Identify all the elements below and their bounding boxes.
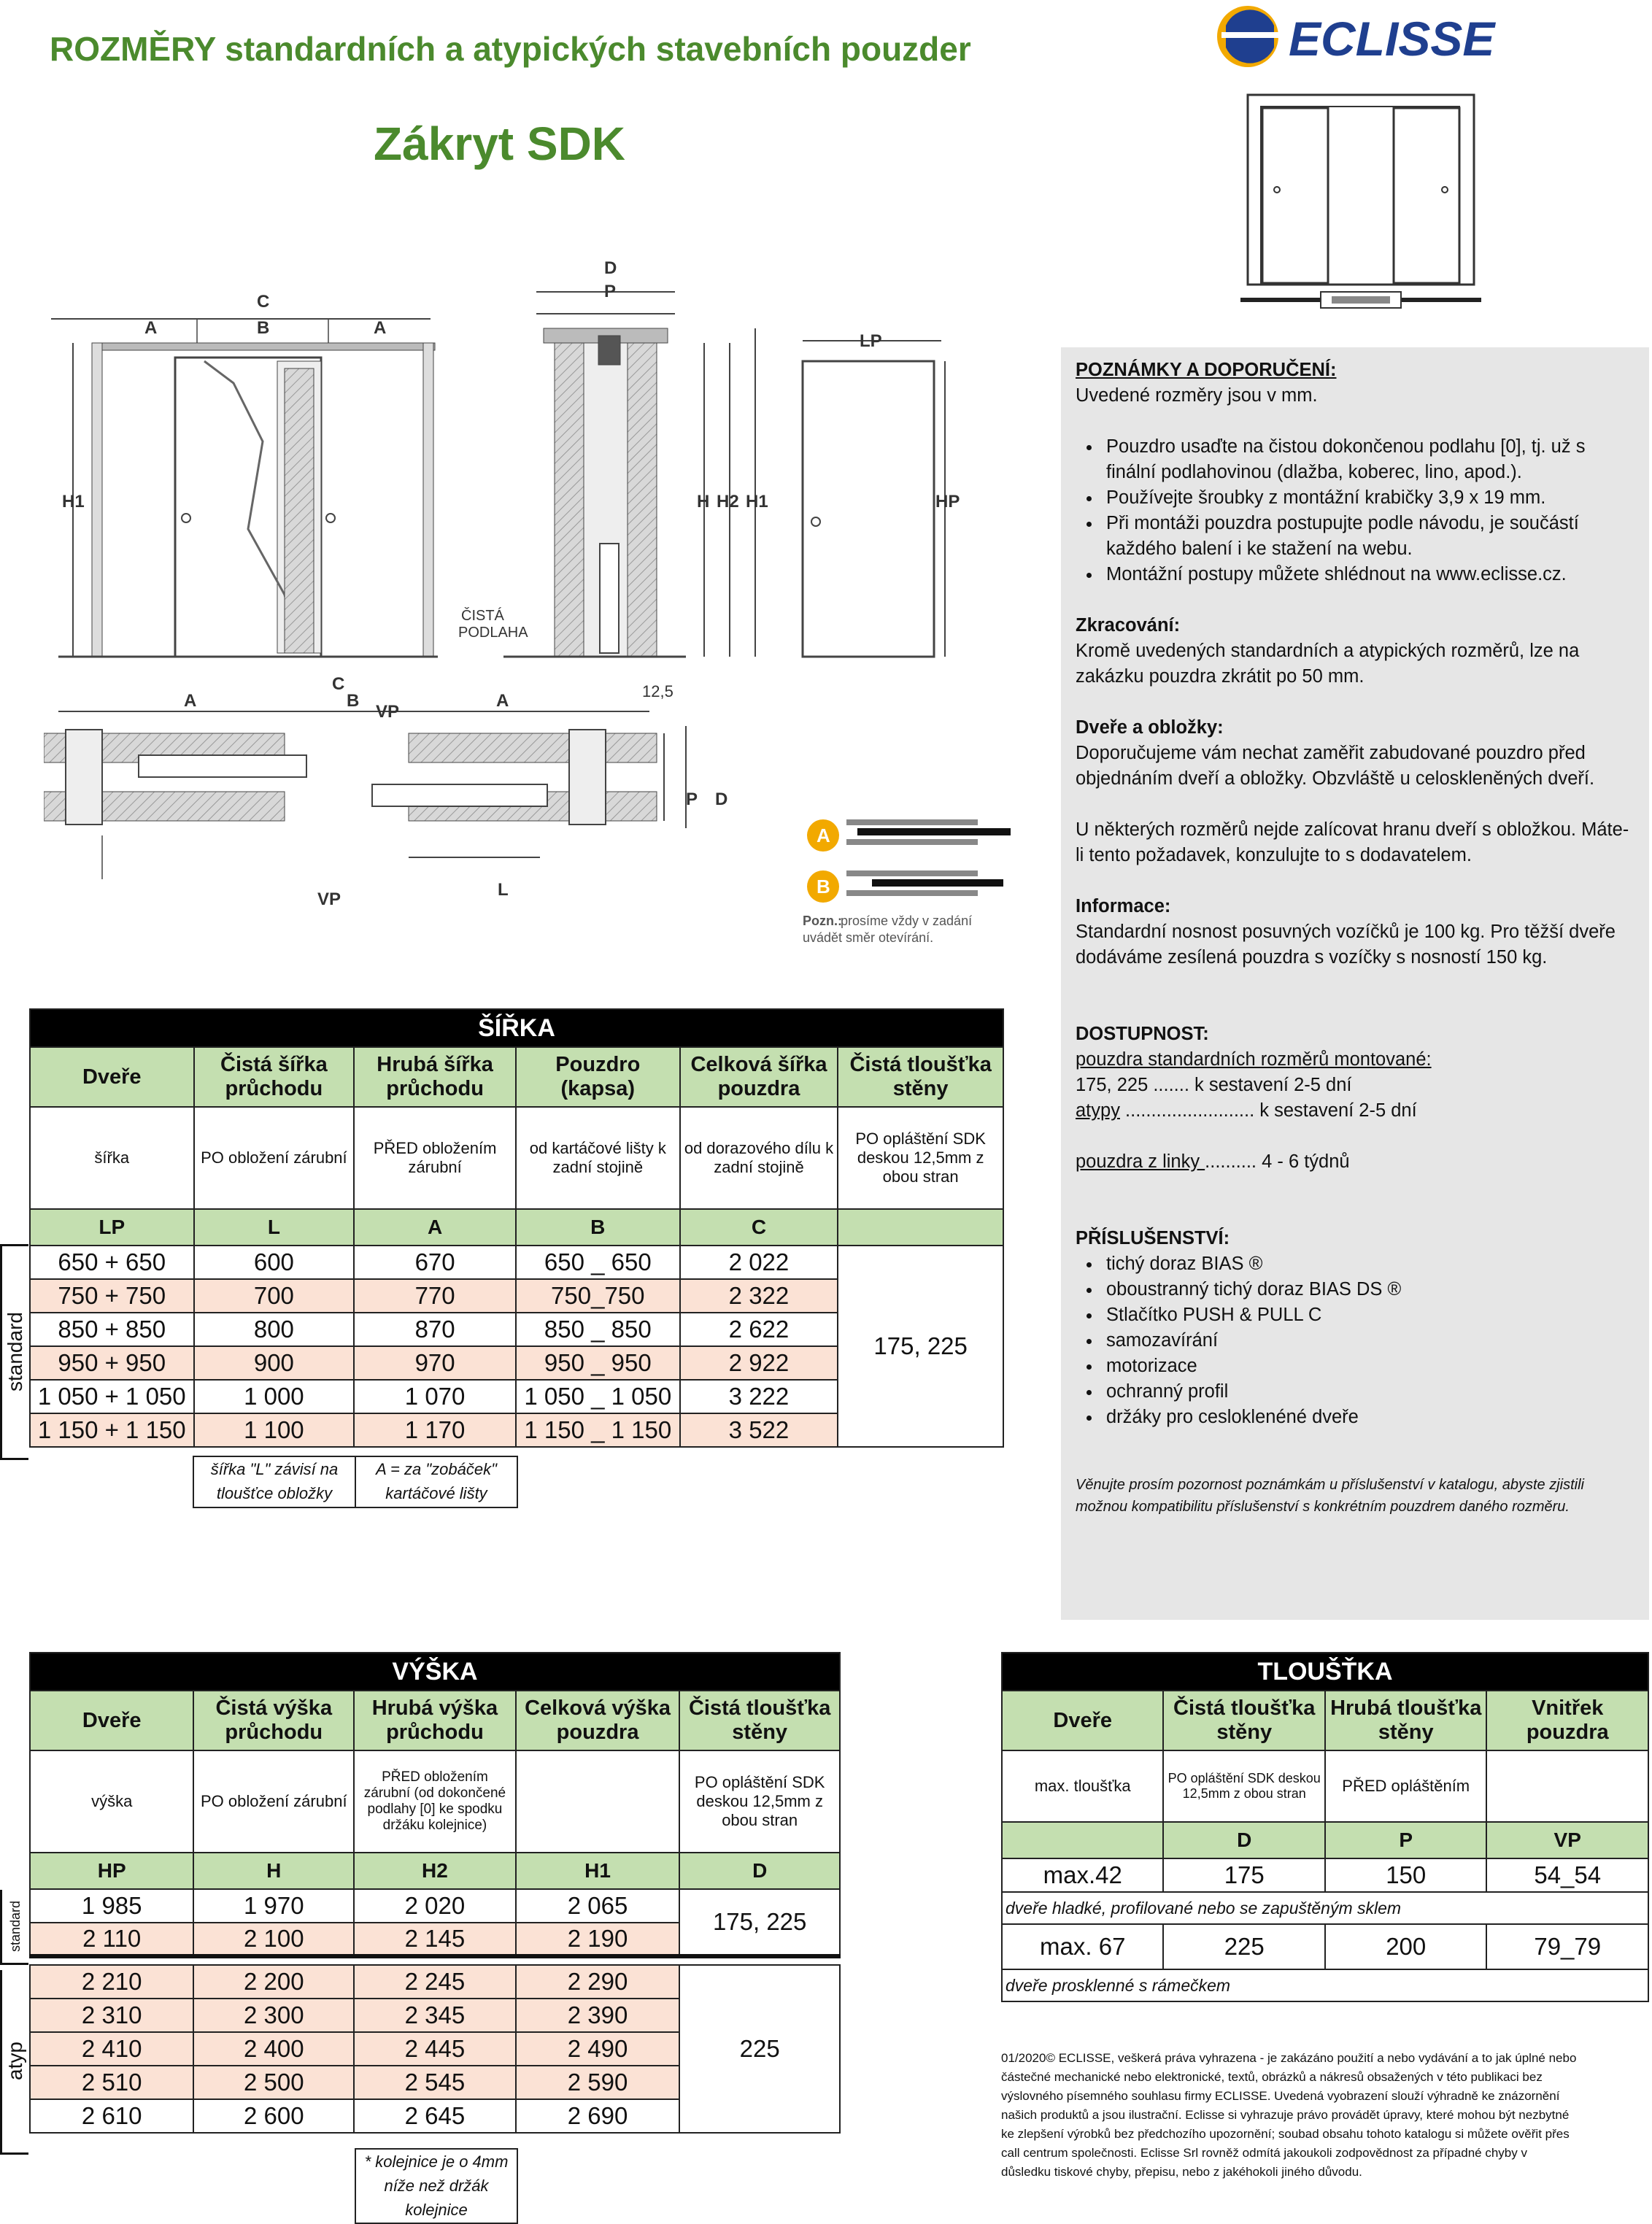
- direction-legend: [807, 819, 1011, 903]
- thickness-key: P: [1325, 1822, 1487, 1858]
- height-cell: 1 970: [193, 1889, 354, 1923]
- label-section-h2: H2: [717, 492, 739, 511]
- thickness-cell: max. 67: [1002, 1924, 1163, 1969]
- thickness-key: [1002, 1822, 1163, 1858]
- label-plan-12-5: 12,5: [642, 682, 673, 700]
- width-cell: 700: [194, 1279, 355, 1313]
- height-key: HP: [30, 1853, 193, 1889]
- height-header: Dveře: [30, 1691, 193, 1750]
- height-desc: PO opláštění SDK deskou 12,5mm z obou stran: [679, 1750, 840, 1853]
- shortening-heading: Zkracování:: [1076, 615, 1181, 636]
- thickness-desc: PŘED opláštěním: [1325, 1750, 1487, 1822]
- label-front-c: C: [257, 292, 270, 312]
- width-wall-value: 175, 225: [838, 1246, 1003, 1447]
- height-standard-label: standard: [0, 1890, 28, 1965]
- front-view: [51, 319, 438, 657]
- avail-heading: DOSTUPNOST:: [1076, 1024, 1209, 1044]
- height-cell: 2 345: [354, 1999, 516, 2032]
- width-header: Pouzdro (kapsa): [516, 1047, 680, 1107]
- info-text: Standardní nosnost posuvných vozíčků je 100 kg. Pro těžší dveře dodáváme zesílená pouzdra s vozíčky s nosností 150 kg.: [1076, 922, 1616, 968]
- table-row: [30, 1965, 840, 1999]
- avail-line-2: [1076, 1098, 1634, 1124]
- acc-list: [1076, 1251, 1634, 1430]
- pozn-bold: Pozn.:: [803, 914, 842, 928]
- height-cell: 2 545: [354, 2066, 516, 2099]
- width-cell: 600: [194, 1246, 355, 1279]
- width-header: Hrubá šířka průchodu: [354, 1047, 516, 1107]
- width-desc: od kartáčové lišty k zadní stojině: [516, 1107, 680, 1209]
- avail-line-1: 175, 225 ....... k sestavení 2-5 dní: [1076, 1075, 1352, 1095]
- thickness-header: Hrubá tloušťka stěny: [1325, 1691, 1487, 1750]
- width-cell: 3 522: [680, 1413, 838, 1447]
- plan-view: [44, 711, 686, 879]
- label-plan-a-right: A: [496, 691, 509, 711]
- table-row: [1002, 1924, 1648, 1969]
- width-cell: 1 100: [194, 1413, 355, 1447]
- height-cell: 2 510: [30, 2066, 193, 2099]
- height-desc: výška: [30, 1750, 193, 1853]
- height-desc: PŘED obložením zárubní (od dokončené podlahy [0] ke spodku držáku kolejnice): [354, 1750, 516, 1853]
- acc-item: • motorizace: [1102, 1354, 1634, 1379]
- width-cell: 3 222: [680, 1380, 838, 1413]
- badge-a: A: [817, 825, 830, 846]
- label-section-h: H: [697, 492, 710, 511]
- height-key: H: [193, 1853, 354, 1889]
- height-cell: 2 400: [193, 2032, 354, 2066]
- notes-units: Uvedené rozměry jsou v mm.: [1076, 385, 1318, 406]
- width-cell: 1 000: [194, 1380, 355, 1413]
- height-key: D: [679, 1853, 840, 1889]
- notes-list: [1076, 434, 1634, 587]
- height-cell: 1 985: [30, 1889, 193, 1923]
- label-front-a-left: A: [144, 318, 158, 338]
- height-header: Čistá tloušťka stěny: [679, 1691, 840, 1750]
- height-cell: 2 690: [516, 2099, 680, 2133]
- width-header: Celková šířka pouzdra: [680, 1047, 838, 1107]
- width-desc: PO opláštění SDK deskou 12,5mm z obou stran: [838, 1107, 1003, 1209]
- height-cell: 2 300: [193, 1999, 354, 2032]
- notes-heading: POZNÁMKY A DOPORUČENÍ:: [1076, 360, 1337, 380]
- width-header: Dveře: [30, 1047, 194, 1107]
- width-title: ŠÍŘKA: [30, 1009, 1003, 1047]
- height-std-wall: 175, 225: [679, 1889, 840, 1956]
- label-section-p: P: [604, 282, 617, 301]
- technical-drawing: [44, 252, 1051, 952]
- height-cell: 2 500: [193, 2066, 354, 2099]
- eclisse-logo: [1211, 0, 1532, 73]
- label-plan-vp-top: VP: [376, 702, 400, 722]
- label-floor-2: PODLAHA: [458, 625, 528, 641]
- width-cell: 650 _ 650: [516, 1246, 680, 1279]
- shortening-text: Kromě uvedených standardních a atypických rozměrů, lze na zakázku pouzdra zkrátit po 50 mm.: [1076, 641, 1580, 687]
- label-plan-l: L: [498, 880, 509, 900]
- thickness-header: Dveře: [1002, 1691, 1163, 1750]
- height-desc: [516, 1750, 680, 1853]
- width-desc: PŘED obložením zárubní: [354, 1107, 516, 1209]
- acc-item: • oboustranný tichý doraz BIAS DS ®: [1102, 1277, 1634, 1302]
- avail-atyp-label: atypy: [1076, 1100, 1120, 1121]
- thickness-cell: 150: [1325, 1858, 1487, 1892]
- height-cell: 2 210: [30, 1965, 193, 1999]
- width-key: B: [516, 1209, 680, 1246]
- thickness-cell: 225: [1163, 1924, 1325, 1969]
- notes-bullet: • Používejte šroubky z montážní krabičky 3,9 x 19 mm.: [1102, 485, 1634, 511]
- height-header: Čistá výška průchodu: [193, 1691, 354, 1750]
- doors-text-2: U některých rozměrů nejde zalícovat hranu dveří s obložkou. Máte-li tento požadavek, konzulujte to s dodavatelem.: [1076, 819, 1629, 865]
- pozn-line-1: prosíme vždy v zadání: [841, 914, 973, 928]
- thickness-key: VP: [1486, 1822, 1648, 1858]
- acc-item: • samozavírání: [1102, 1328, 1634, 1354]
- height-key: H1: [516, 1853, 680, 1889]
- width-cell: 770: [354, 1279, 516, 1313]
- width-cell: 900: [194, 1346, 355, 1380]
- width-cell: 850 + 850: [30, 1313, 194, 1346]
- thickness-key: D: [1163, 1822, 1325, 1858]
- width-cell: 1 050 + 1 050: [30, 1380, 194, 1413]
- width-cell: 2 622: [680, 1313, 838, 1346]
- width-cell: 1 150 + 1 150: [30, 1413, 194, 1447]
- height-header: Celková výška pouzdra: [516, 1691, 680, 1750]
- width-note-l: šířka "L" závisí na tloušťce obložky: [193, 1456, 356, 1508]
- page-subtitle: Zákryt SDK: [374, 117, 625, 170]
- thickness-cell: 175: [1163, 1858, 1325, 1892]
- thickness-cell: 54_54: [1486, 1858, 1648, 1892]
- height-cell: 2 645: [354, 2099, 516, 2133]
- height-cell: 2 390: [516, 1999, 680, 2032]
- thickness-title: TLOUŠŤKA: [1002, 1653, 1648, 1691]
- height-note-h2: * kolejnice je o 4mm níže než držák kolejnice: [355, 2148, 518, 2224]
- width-key: [838, 1209, 1003, 1246]
- height-cell: 2 310: [30, 1999, 193, 2032]
- width-cell: 800: [194, 1313, 355, 1346]
- height-cell: 2 445: [354, 2032, 516, 2066]
- logo-text: ECLISSE: [1289, 12, 1495, 66]
- height-title: VÝŠKA: [30, 1653, 840, 1691]
- height-header: Hrubá výška průchodu: [354, 1691, 516, 1750]
- width-cell: 970: [354, 1346, 516, 1380]
- acc-heading: PŘÍSLUŠENSTVÍ:: [1076, 1228, 1230, 1248]
- acc-note: Věnujte prosím pozornost poznámkám u příslušenství v katalogu, abyste zjistili možnou kompatibilitu příslušenství s konkrétním pouzdrem daného rozměru.: [1076, 1477, 1584, 1515]
- thickness-header: Čistá tloušťka stěny: [1163, 1691, 1325, 1750]
- acc-item: • Stlačítko PUSH & PULL C: [1102, 1302, 1634, 1328]
- thickness-cell: max.42: [1002, 1858, 1163, 1892]
- height-cell: 2 410: [30, 2032, 193, 2066]
- label-section-h1: H1: [746, 492, 768, 511]
- width-cell: 670: [354, 1246, 516, 1279]
- label-front-a-right: A: [374, 318, 387, 338]
- width-cell: 750 + 750: [30, 1279, 194, 1313]
- width-desc: šířka: [30, 1107, 194, 1209]
- width-cell: 650 + 650: [30, 1246, 194, 1279]
- table-row: [1002, 1858, 1648, 1892]
- acc-item: • ochranný profil: [1102, 1379, 1634, 1405]
- acc-item: • tichý doraz BIAS ®: [1102, 1251, 1634, 1277]
- thickness-cell: 200: [1325, 1924, 1487, 1969]
- height-cell: 2 290: [516, 1965, 680, 1999]
- avail-atyp-text: ......................... k sestavení 2-5 dní: [1119, 1100, 1417, 1121]
- avail-linky-text: .......... 4 - 6 týdnů: [1205, 1151, 1350, 1172]
- width-table: [29, 1008, 1004, 1448]
- height-cell: 2 110: [30, 1923, 193, 1956]
- width-cell: 2 322: [680, 1279, 838, 1313]
- label-door-lp: LP: [860, 331, 882, 351]
- width-key: LP: [30, 1209, 194, 1246]
- width-cell: 1 070: [354, 1380, 516, 1413]
- width-cell: 870: [354, 1313, 516, 1346]
- vertical-section: [503, 292, 755, 657]
- label-plan-a-left: A: [184, 691, 197, 711]
- height-cell: 2 200: [193, 1965, 354, 1999]
- height-key: H2: [354, 1853, 516, 1889]
- width-key: C: [680, 1209, 838, 1246]
- height-cell: 2 100: [193, 1923, 354, 1956]
- label-plan-p: P: [686, 789, 698, 809]
- notes-panel: [1061, 347, 1649, 1620]
- height-cell: 2 190: [516, 1923, 680, 1956]
- avail-line-3: [1076, 1149, 1634, 1175]
- height-atyp-label: atyp: [0, 1970, 28, 2155]
- height-cell: 2 145: [354, 1923, 516, 1956]
- height-cell: 2 600: [193, 2099, 354, 2133]
- width-standard-label: standard: [0, 1244, 28, 1460]
- width-key: L: [194, 1209, 355, 1246]
- width-cell: 1 050 _ 1 050: [516, 1380, 680, 1413]
- notes-bullet: • Pouzdro usaďte na čistou dokončenou podlahu [0], tj. už s finální podlahovinou (dlažba, koberec, lino, apod.).: [1102, 434, 1634, 485]
- page-title: ROZMĚRY standardních a atypických stavebních pouzder: [50, 30, 971, 68]
- copyright-footer: 01/2020© ECLISSE, veškerá práva vyhrazena - je zakázáno použití a nebo vydávání a to jak úplné nebo částečné mechanické nebo elektronické, textů, obrázků a nákresů obsažených v této publikaci bez výslovného písemného souhlasu firmy ECLISSE. Uvedená vyobrazení slouží výhradně ke znázornění našich produktů a jsou ilustrační. Eclisse si vyhrazuje právo provádět úpravy, které mohou být nezbytné ke zlepšení výrobků bez předchozího upozornění; soubad obsahu tohoto katalogu si můžete ověřit přes call centrum společnosti. Eclisse Srl rovněž odmítá jakoukoli zodpovědnost za případné chyby v důsledku tiskové chyby, přepisu, nebo z jakéhokoli jiného důvodu.: [1001, 2051, 1577, 2179]
- label-front-b: B: [257, 318, 270, 338]
- double-door-sketch: [1240, 88, 1481, 314]
- width-desc: od dorazového dílu k zadní stojině: [680, 1107, 838, 1209]
- thickness-note-1: dveře hladké, profilované nebo se zapuštěným sklem: [1002, 1892, 1648, 1924]
- label-door-hp: HP: [935, 492, 960, 511]
- thickness-desc: max. tloušťka: [1002, 1750, 1163, 1822]
- badge-b: B: [817, 876, 830, 897]
- height-desc: PO obložení zárubní: [193, 1750, 354, 1853]
- thickness-header: Vnitřek pouzdra: [1486, 1691, 1648, 1750]
- doors-heading: Dveře a obložky:: [1076, 717, 1224, 738]
- label-floor-1: ČISTÁ: [461, 608, 504, 624]
- pozn-line-2: uvádět směr otevírání.: [803, 930, 934, 945]
- label-section-d: D: [604, 258, 617, 278]
- width-cell: 2 022: [680, 1246, 838, 1279]
- info-heading: Informace:: [1076, 896, 1171, 916]
- thickness-desc: PO opláštění SDK deskou 12,5mm z obou stran: [1163, 1750, 1325, 1822]
- label-plan-b: B: [347, 691, 360, 711]
- height-atyp-wall: 225: [679, 1965, 840, 2133]
- label-plan-d: D: [715, 789, 728, 809]
- table-row: [30, 1246, 1003, 1279]
- height-cell: 2 610: [30, 2099, 193, 2133]
- acc-item: • držáky pro cesloklenéné dveře: [1102, 1405, 1634, 1430]
- width-cell: 850 _ 850: [516, 1313, 680, 1346]
- notes-bullet: • Montážní postupy můžete shlédnout na www.eclisse.cz.: [1102, 562, 1634, 587]
- width-cell: 950 _ 950: [516, 1346, 680, 1380]
- width-note-a: A = za "zobáček" kartáčové lišty: [355, 1456, 518, 1508]
- height-cell: 2 065: [516, 1889, 680, 1923]
- height-cell: 2 020: [354, 1889, 516, 1923]
- thickness-desc: [1486, 1750, 1648, 1822]
- height-cell: 2 245: [354, 1965, 516, 1999]
- label-plan-c: C: [332, 674, 345, 694]
- width-cell: 1 170: [354, 1413, 516, 1447]
- width-key: A: [354, 1209, 516, 1246]
- label-front-h1: H1: [62, 492, 85, 511]
- label-plan-vp-bottom: VP: [317, 889, 341, 909]
- height-cell: 2 590: [516, 2066, 680, 2099]
- doors-text: Doporučujeme vám nechat zaměřit zabudované pouzdro před objednáním dveří a obložky. Obzvláště u celoskleněných dveří.: [1076, 743, 1595, 789]
- width-cell: 750_750: [516, 1279, 680, 1313]
- avail-std: pouzdra standardních rozměrů montované:: [1076, 1049, 1432, 1070]
- thickness-cell: 79_79: [1486, 1924, 1648, 1969]
- height-cell: 2 490: [516, 2032, 680, 2066]
- width-header: Čistá šířka průchodu: [194, 1047, 355, 1107]
- notes-bullet: • Při montáži pouzdra postupujte podle návodu, je součástí každého balení i ke stažení na webu.: [1102, 511, 1634, 562]
- width-desc: PO obložení zárubní: [194, 1107, 355, 1209]
- thickness-table: [1001, 1652, 1649, 2002]
- table-row: [30, 1889, 840, 1923]
- width-cell: 1 150 _ 1 150: [516, 1413, 680, 1447]
- width-cell: 950 + 950: [30, 1346, 194, 1380]
- door-leaf: [803, 341, 945, 657]
- height-table: [29, 1652, 841, 2134]
- avail-linky-label: pouzdra z linky: [1076, 1151, 1205, 1172]
- width-header: Čistá tloušťka stěny: [838, 1047, 1003, 1107]
- width-cell: 2 922: [680, 1346, 838, 1380]
- thickness-note-2: dveře prosklenné s rámečkem: [1002, 1969, 1648, 2001]
